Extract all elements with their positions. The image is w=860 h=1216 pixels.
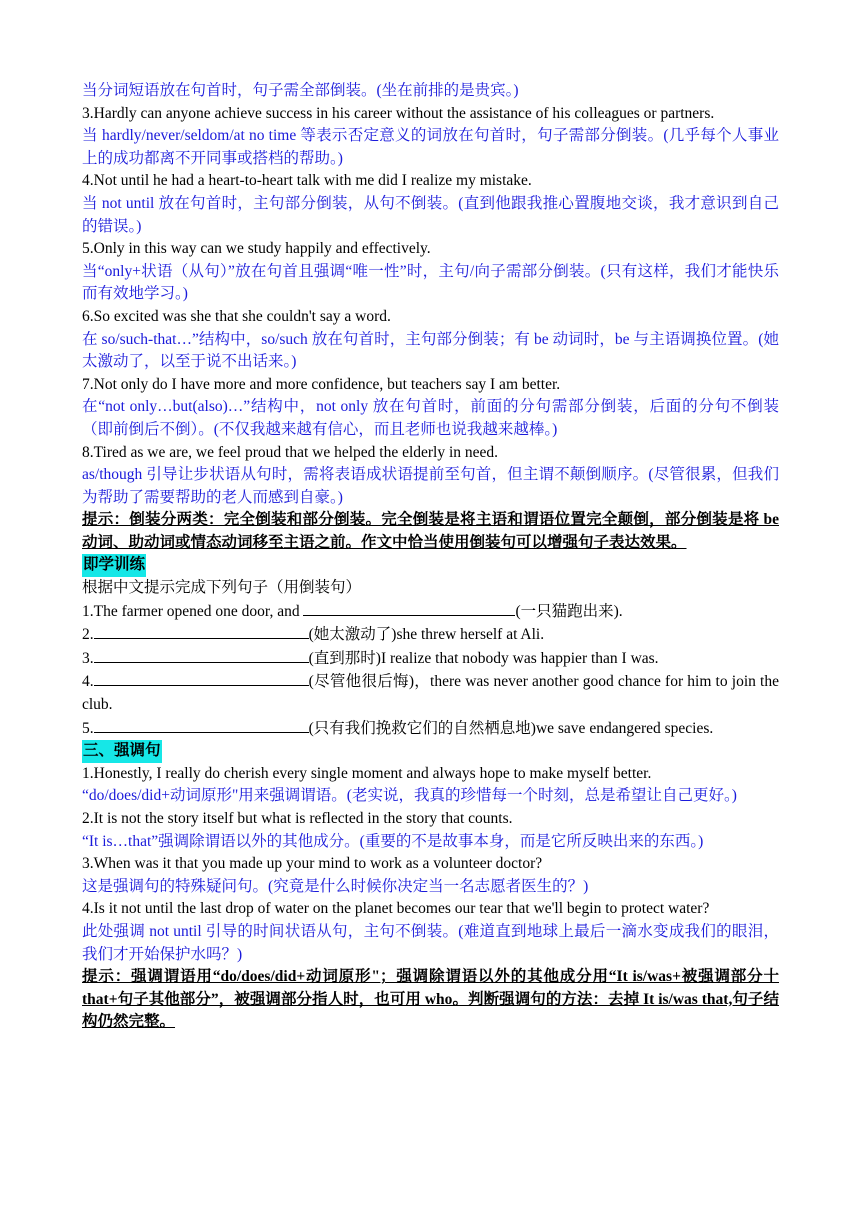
emphasis-sentence-4: 4.Is it not until the last drop of water on the planet becomes our tear that we'll begin to protect water? (82, 900, 710, 918)
practice-item-3 (82, 647, 779, 671)
answer-blank-4[interactable] (94, 670, 309, 686)
answer-blank-1[interactable] (303, 600, 515, 616)
answer-blank-5[interactable] (94, 717, 309, 733)
example-sentence-5: 5.Only in this way can we study happily and effectively. (82, 240, 431, 258)
emphasis-tip: 提示：强调谓语用“do/does/did+动词原形"；强调除谓语以外的其他成分用“It is/was+被强调部分十 that+句子其他部分”，被强调部分指人时，也可用 who。判断强调句的方法：去掉 It is/was that,句子结构仍然完整。 (82, 968, 779, 1031)
practice-item-2 (82, 623, 779, 647)
practice-heading: 即学训练 (82, 554, 146, 577)
example-sentence-3: 3.Hardly can anyone achieve success in his career without the assistance of his colleagues or partners. (82, 104, 715, 122)
emphasis-explanation-1: “do/does/did+动词原形"用来强调谓语。(老实说，我真的珍惜每一个时刻，总是希望让自己更好。) (82, 787, 737, 805)
example-sentence-4: 4.Not until he had a heart-to-heart talk with me did I realize my mistake. (82, 172, 532, 190)
practice-item-5-prefix: 5. (82, 719, 94, 737)
explanation-3: 当 hardly/never/seldom/at no time 等表示否定意义的词放在句首时，句子需部分倒装。(几乎每个人事业上的成功都离不开同事或搭档的帮助。) (82, 127, 779, 167)
answer-blank-3[interactable] (94, 647, 309, 663)
explanation-7: 在“not only…but(also)…”结构中，not only 放在句首时，前面的分句需部分倒装，后面的分句不倒装（即前倒后不倒）。(不仅我越来越有信心，而且老师也说我越来越棒。) (82, 398, 779, 438)
example-sentence-6: 6.So excited was she that she couldn't say a word. (82, 307, 391, 325)
emphasis-sentence-1: 1.Honestly, I really do cherish every single moment and always hope to make myself better. (82, 764, 652, 782)
practice-item-1-prefix: 1.The farmer opened one door, and (82, 602, 304, 620)
explanation-8: as/though 引导让步状语从句时，需将表语成状语提前至句首，但主谓不颠倒顺序。(尽管很累，但我们为帮助了需要帮助的老人而感到自豪。) (82, 466, 779, 506)
explanation-2: 当分词短语放在句首时，句子需全部倒装。(坐在前排的是贵宾。) (82, 82, 519, 99)
emphasis-explanation-4: 此处强调 not until 引导的时间状语从句，主句不倒装。(难道直到地球上最后一滴水变成我们的眼泪，我们才开始保护水吗？) (82, 922, 779, 963)
answer-blank-2[interactable] (94, 623, 309, 639)
explanation-6: 在 so/such-that…”结构中，so/such 放在句首时，主句部分倒装；有 be 动词时，be 与主语调换位置。(她太激动了，以至于说不出话来。) (82, 330, 779, 371)
practice-item-2-prefix: 2. (82, 626, 94, 644)
example-sentence-7: 7.Not only do I have more and more confidence, but teachers say I am better. (82, 375, 561, 393)
explanation-4: 当 not until 放在句首时，主句部分倒装，从句不倒装。(直到他跟我推心置腹地交谈，我才意识到自己的错误。) (82, 194, 779, 235)
inversion-tip: 提示：倒装分两类：完全倒装和部分倒装。完全倒装是将主语和谓语位置完全颠倒，部分倒装是将 be 动词、助动词或情态动词移至主语之前。作文中恰当使用倒装句可以增强句子表达效果。 (82, 511, 779, 551)
emphasis-explanation-2: “It is…that”强调除谓语以外的其他成分。(重要的不是故事本身，而是它所反映出来的东西。) (82, 832, 704, 850)
emphasis-sentence-3: 3.When was it that you made up your mind to work as a volunteer doctor? (82, 855, 543, 873)
practice-item-4 (82, 670, 779, 716)
practice-item-1 (82, 600, 779, 624)
practice-item-3-hint: (直到那时)I realize that nobody was happier than I was. (308, 649, 659, 667)
practice-instruction: 根据中文提示完成下列句子（用倒装句） (82, 579, 362, 597)
emphasis-heading: 三、强调句 (82, 740, 162, 763)
practice-item-3-prefix: 3. (82, 649, 94, 667)
practice-item-4-hint: (尽管他很后悔)，there was never another good chance for him to join the club. (82, 673, 779, 714)
practice-item-2-hint: (她太激动了)she threw herself at Ali. (308, 626, 545, 644)
practice-item-1-hint: (一只猫跑出来). (515, 602, 623, 620)
practice-item-5-hint: (只有我们挽救它们的自然栖息地)we save endangered species. (308, 719, 714, 737)
practice-item-5 (82, 717, 779, 741)
emphasis-sentence-2: 2.It is not the story itself but what is reflected in the story that counts. (82, 810, 513, 827)
emphasis-explanation-3: 这是强调句的特殊疑问句。(究竟是什么时候你决定当一名志愿者医生的？) (82, 877, 589, 895)
explanation-5: 当“only+状语（从句）”放在句首且强调“唯一性”时，主句/向子需部分倒装。(只有这样，我们才能快乐而有效地学习。) (82, 262, 779, 303)
example-sentence-8: 8.Tired as we are, we feel proud that we helped the elderly in need. (82, 443, 499, 461)
document-page (82, 80, 779, 1034)
practice-item-4-prefix: 4. (82, 673, 94, 691)
